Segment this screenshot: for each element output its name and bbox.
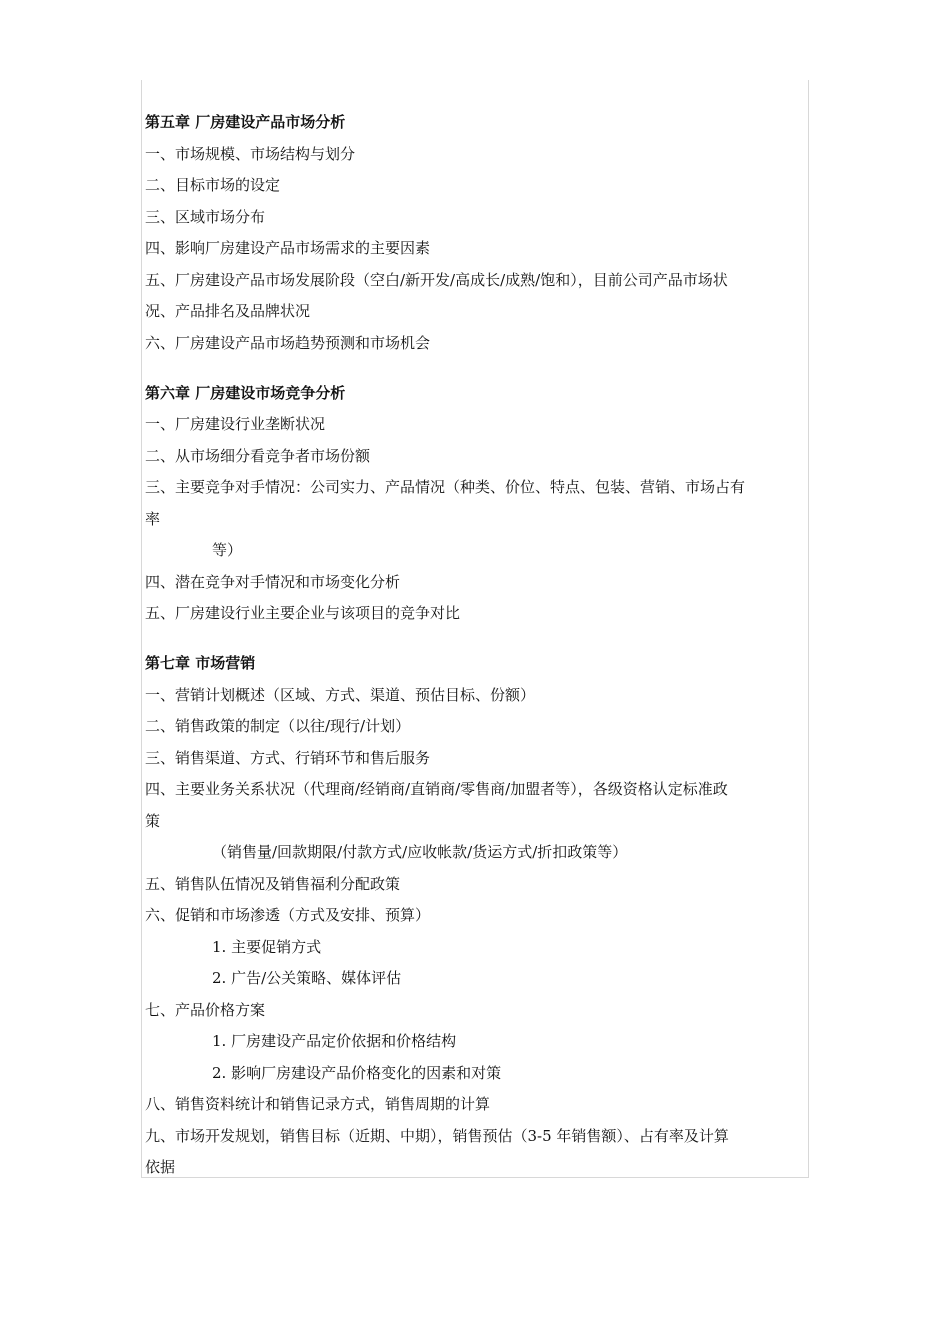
outline-subitem: 2. 广告/公关策略、媒体评估 bbox=[212, 969, 402, 987]
outline-item: 五、厂房建设产品市场发展阶段（空白/新开发/高成长/成熟/饱和），目前公司产品市场状 bbox=[145, 271, 728, 289]
chapter-heading: 第五章 厂房建设产品市场分析 bbox=[145, 113, 346, 131]
outline-item: 五、销售队伍情况及销售福利分配政策 bbox=[145, 875, 401, 893]
outline-item: 二、从市场细分看竞争者市场份额 bbox=[145, 447, 371, 465]
outline-item: 二、销售政策的制定（以往/现行/计划） bbox=[145, 717, 411, 735]
outline-item: 九、市场开发规划，销售目标（近期、中期），销售预估（3-5 年销售额）、占有率及计算 bbox=[145, 1127, 729, 1145]
outline-item: 七、产品价格方案 bbox=[145, 1001, 266, 1019]
outline-item: 四、潜在竞争对手情况和市场变化分析 bbox=[145, 573, 401, 591]
outline-item: 三、主要竞争对手情况：公司实力、产品情况（种类、价位、特点、包装、营销、市场占有 bbox=[145, 478, 746, 496]
outline-item: 六、促销和市场渗透（方式及安排、预算） bbox=[145, 906, 431, 924]
outline-subitem: 1. 主要促销方式 bbox=[212, 938, 322, 956]
outline-item-continuation: 况、产品排名及品牌状况 bbox=[145, 302, 311, 320]
outline-item: 三、区域市场分布 bbox=[145, 208, 266, 226]
outline-item: 六、厂房建设产品市场趋势预测和市场机会 bbox=[145, 334, 431, 352]
outline-subitem: 1. 厂房建设产品定价依据和价格结构 bbox=[212, 1032, 457, 1050]
outline-item: 一、营销计划概述（区域、方式、渠道、预估目标、份额） bbox=[145, 686, 536, 704]
outline-item: 八、销售资料统计和销售记录方式，销售周期的计算 bbox=[145, 1095, 491, 1113]
outline-item: 二、目标市场的设定 bbox=[145, 176, 281, 194]
outline-item: 三、销售渠道、方式、行销环节和售后服务 bbox=[145, 749, 431, 767]
outline-item-continuation: 依据 bbox=[145, 1158, 176, 1176]
outline-item: 一、市场规模、市场结构与划分 bbox=[145, 145, 356, 163]
chapter-heading: 第七章 市场营销 bbox=[145, 654, 256, 672]
chapter-heading: 第六章 厂房建设市场竞争分析 bbox=[145, 384, 346, 402]
outline-item-continuation: （销售量/回款期限/付款方式/应收帐款/货运方式/折扣政策等） bbox=[212, 843, 628, 861]
outline-item-continuation: 策 bbox=[145, 812, 161, 830]
outline-subitem: 2. 影响厂房建设产品价格变化的因素和对策 bbox=[212, 1064, 502, 1082]
outline-item: 五、厂房建设行业主要企业与该项目的竞争对比 bbox=[145, 604, 461, 622]
outline-item: 四、主要业务关系状况（代理商/经销商/直销商/零售商/加盟者等），各级资格认定标准政 bbox=[145, 780, 728, 798]
outline-item-continuation: 等） bbox=[212, 541, 243, 559]
outline-item: 一、厂房建设行业垄断状况 bbox=[145, 415, 326, 433]
outline-item: 四、影响厂房建设产品市场需求的主要因素 bbox=[145, 239, 431, 257]
outline-item-continuation: 率 bbox=[145, 510, 161, 528]
